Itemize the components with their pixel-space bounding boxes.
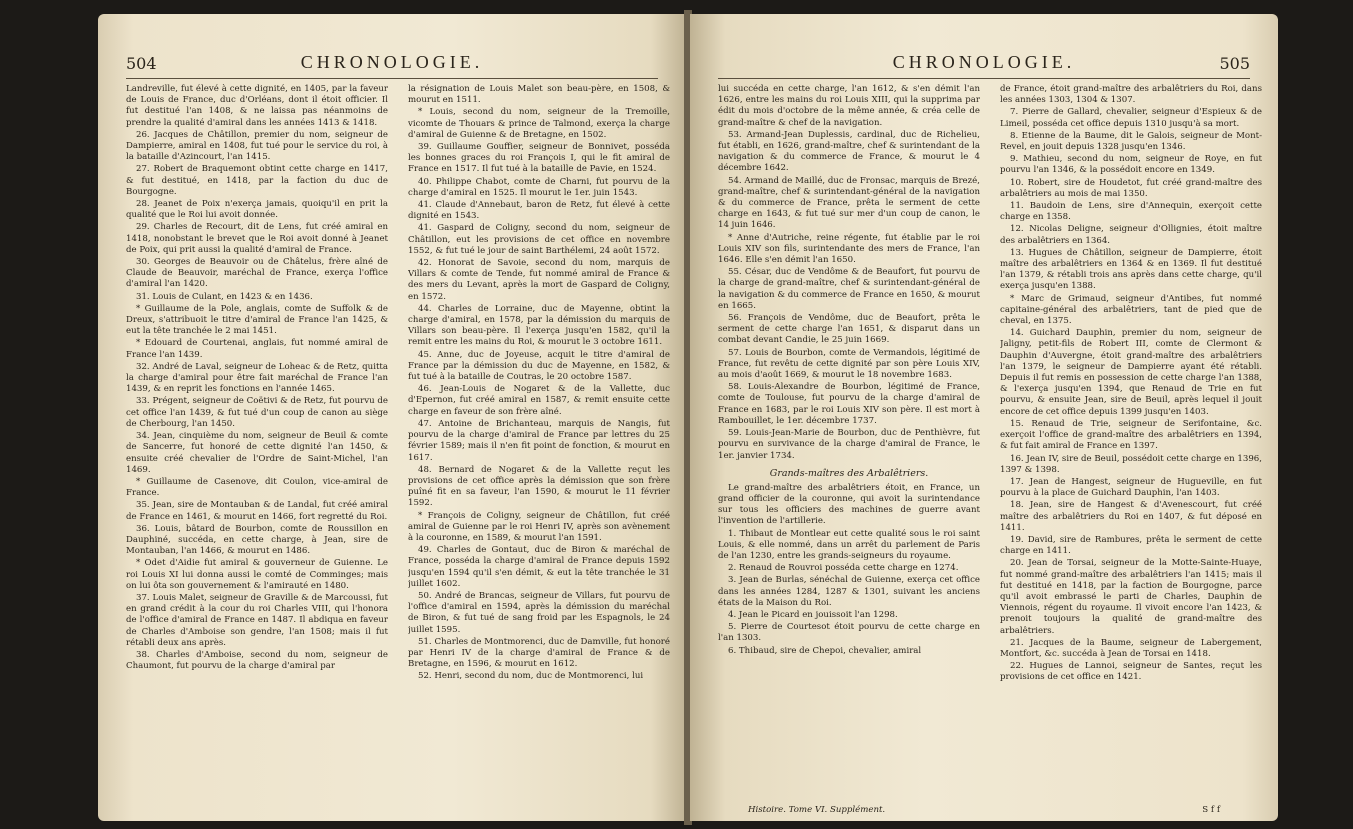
section-heading: Grands-maîtres des Arbalêtriers. [769, 467, 929, 479]
entry-paragraph: 51. Charles de Montmorenci, duc de Damville, fut honoré par Henri IV de la charge d'amiral de France & de Bretagne, en 1596, & mourut en 1612. [408, 636, 670, 670]
left-page-header [126, 52, 658, 79]
right-page-columns [718, 84, 1262, 803]
entry-paragraph: * François de Coligny, seigneur de Châtillon, fut créé amiral de Guienne par le roi Henri IV, après son avènement à la couronne, en 1589, & mourut l'an 1591. [408, 510, 670, 543]
entry-paragraph: 29. Charles de Recourt, dit de Lens, fut créé amiral en 1418, nonobstant le brevet que le Roi avoit donné à Jeanet de Poix, qui prit aussi la qualité d'amiral de France. [126, 222, 388, 255]
entry-paragraph: 47. Antoine de Brichanteau, marquis de Nangis, fut pourvu de la charge d'amiral de France par lettres du 25 février 1589; mais il n'en fit point de fonction, & mourut en 1617. [408, 418, 670, 463]
entry-paragraph: 52. Henri, second du nom, duc de Montmorenci, lui [418, 671, 644, 682]
entry-paragraph: 59. Louis-Jean-Marie de Bourbon, duc de Penthièvre, fut pourvu en survivance de la charge d'amiral de France, le 1er. janvier 1734. [718, 428, 980, 461]
entry-paragraph: 2. Renaud de Rouvroi posséda cette charge en 1274. [728, 563, 959, 574]
entry-paragraph: 6. Thibaud, sire de Chepoi, chevalier, amiral [728, 645, 922, 656]
right-page-header [718, 52, 1250, 79]
entry-paragraph: 50. André de Brancas, seigneur de Villars, fut pourvu de l'office d'amiral en 1594, après la démission du maréchal de Biron, & fut tué de sang froid par les Espagnols, le 24 juillet 1595. [408, 590, 670, 635]
entry-paragraph: 22. Hugues de Lannoi, seigneur de Santes, reçut les provisions de cet office en 1421. [1000, 661, 1262, 683]
entry-paragraph: 35. Jean, sire de Montauban & de Landal, fut créé amiral de France en 1461, & mourut en 1466, fort regretté du Roi. [126, 500, 388, 522]
entry-paragraph: 40. Philippe Chabot, comte de Charni, fut pourvu de la charge d'amiral en 1525. Il mourut le 1er. juin 1543. [408, 176, 670, 198]
running-head: CHRONOLOGIE. [300, 52, 484, 72]
entry-paragraph: 38. Charles d'Amboise, second du nom, seigneur de Chaumont, fut pourvu de la charge d'amiral par [126, 649, 388, 672]
running-head: CHRONOLOGIE. [892, 52, 1076, 72]
signature-mark: S f f [1202, 805, 1220, 815]
entry-paragraph: 56. François de Vendôme, duc de Beaufort, prêta le serment de cette charge l'an 1651, & disparut dans un combat devant Candie, le 25 juin 1669. [718, 313, 980, 346]
entry-paragraph: * Guillaume de Casenove, dit Coulon, vice-amiral de France. [126, 476, 388, 499]
entry-paragraph: 27. Robert de Braquemont obtint cette charge en 1417, & fut destitué, en 1418, par la faction du duc de Bourgogne. [126, 164, 388, 197]
entry-paragraph: 41. Gaspard de Coligny, second du nom, seigneur de Châtillon, eut les provisions de cet office en novembre 1552, & fut tué le jour de saint Barthélemi, 24 août 1572. [408, 223, 670, 256]
entry-paragraph: 31. Louis de Culant, en 1423 & en 1436. [136, 291, 313, 302]
entry-paragraph: 16. Jean IV, sire de Beuil, possédoit cette charge en 1396, 1397 & 1398. [1000, 453, 1262, 475]
entry-paragraph: lui succéda en cette charge, l'an 1612, & s'en démit l'an 1626, entre les mains du roi Louis XIII, qui la supprima par édit du mois d'octobre de la même année, & créa celle de grand-maître & chef de la navigation. [718, 84, 980, 128]
entry-paragraph: 4. Jean le Picard en jouissoit l'an 1298. [728, 609, 898, 620]
entry-paragraph: 32. André de Laval, seigneur de Loheac & de Retz, quitta la charge d'amiral pour être fait maréchal de France l'an 1439, & en reprit les fonctions en l'année 1465. [126, 361, 388, 395]
entry-paragraph: 19. David, sire de Rambures, prêta le serment de cette charge en 1411. [1000, 534, 1262, 557]
entry-paragraph: Landreville, fut élevé à cette dignité, en 1405, par la faveur de Louis de France, duc d'Orléans, dont il étoit officier. Il fut destitué l'an 1408, & ne laissa pas néanmoins de prendre la qualité d'amiral dans les années 1413 & 1418. [126, 84, 388, 128]
column-2 [1000, 84, 1262, 803]
entry-paragraph: 33. Prégent, seigneur de Coëtivi & de Retz, fut pourvu de cet office l'an 1439, & fut tué d'un coup de canon au siège de Cherbourg, l'an 1450. [126, 396, 388, 429]
entry-paragraph: * Louis, second du nom, seigneur de la Tremoille, vicomte de Thouars & prince de Talmond, exerça la charge d'amiral de Guienne & de Bretagne, en 1502. [408, 107, 670, 140]
left-page-columns [126, 84, 670, 803]
entry-paragraph: 18. Jean, sire de Hangest & d'Avenescourt, fut créé maître des arbalêtriers du Roi en 1407, & fut déposé en 1411. [1000, 500, 1262, 533]
entry-paragraph: 5. Pierre de Courtesot étoit pourvu de cette charge en l'an 1303. [718, 622, 980, 644]
entry-paragraph: Le grand-maître des arbalêtriers étoit, en France, un grand officier de la couronne, qui avoit la surintendance sur tous les officiers des machines de guerre avant l'invention de l'artillerie. [718, 482, 980, 527]
entry-paragraph: 15. Renaud de Trie, seigneur de Serifontaine, &c. exerçoit l'office de grand-maître des arbalêtriers en 1394, & fut fait amiral de France en 1397. [1000, 418, 1262, 452]
entry-paragraph: * Odet d'Aidie fut amiral & gouverneur de Guienne. Le roi Louis XI lui donna aussi le comté de Comminges; mais on lui ôta son gouvernement & l'amirauté en 1480. [126, 558, 388, 591]
entry-paragraph: 30. Georges de Beauvoir ou de Châtelus, frère aîné de Claude de Beauvoir, maréchal de France, exerça l'office d'amiral l'an 1420. [126, 257, 388, 290]
entry-paragraph: 9. Mathieu, second du nom, seigneur de Roye, en fut pourvu l'an 1346, & la possédoit encore en 1349. [1000, 154, 1262, 176]
entry-paragraph: 49. Charles de Gontaut, duc de Biron & maréchal de France, posséda la charge d'amiral de France depuis 1592 jusqu'en 1594 qu'il s'en démit, & eut la tête tranchée le 31 juillet 1602. [408, 545, 670, 589]
entry-paragraph: 44. Charles de Lorraine, duc de Mayenne, obtint la charge d'amiral, en 1578, par la démission du marquis de Villars son beau-père. Il l'exerça jusqu'en 1582, qu'il la remit entre les mains du Roi, & mourut le 3 octobre 1611. [408, 303, 670, 348]
entry-paragraph: la résignation de Louis Malet son beau-père, en 1508, & mourut en 1511. [408, 84, 670, 106]
entry-paragraph: 10. Robert, sire de Houdetot, fut créé grand-maître des arbalêtriers au mois de mai 1350. [1000, 177, 1262, 199]
column-1 [126, 84, 388, 803]
entry-paragraph: 17. Jean de Hangest, seigneur de Hugueville, en fut pourvu à la place de Guichard Dauphin, l'an 1403. [1000, 476, 1262, 499]
entry-paragraph: 58. Louis-Alexandre de Bourbon, légitimé de France, comte de Toulouse, fut pourvu de la charge d'amiral de France en 1683, par le roi Louis XIV son père. Il est mort à Rambouillet, le 1er. décembre 1737. [718, 382, 980, 426]
footer-source: Histoire. Tome VI. Supplément. [748, 805, 886, 815]
entry-paragraph: 54. Armand de Maillé, duc de Fronsac, marquis de Brezé, grand-maître, chef & surintendant-général de la navigation & du commerce de France, prêta le serment de cette charge en 1643, & fut tué sur mer d'un coup de canon, le 14 juin 1646. [718, 175, 980, 231]
entry-paragraph: 8. Etienne de la Baume, dit le Galois, seigneur de Mont-Revel, en jouit depuis 1328 jusqu'en 1346. [1000, 130, 1262, 153]
entry-paragraph: * Anne d'Autriche, reine régente, fut établie par le roi Louis XIV son fils, surintendante des mers de France, l'an 1646. Elle s'en démit l'an 1650. [718, 232, 980, 266]
entry-paragraph: 57. Louis de Bourbon, comte de Vermandois, légitimé de France, fut revêtu de cette dignité par son père Louis XIV, au mois d'août 1669, & mourut le 18 novembre 1683. [718, 347, 980, 381]
entry-paragraph: 39. Guillaume Gouffier, seigneur de Bonnivet, posséda les bonnes graces du roi François I, qui le fit amiral de France en 1517. Il fut tué à la bataille de Pavie, en 1524. [408, 142, 670, 175]
entry-paragraph: 12. Nicolas Deligne, seigneur d'Ollignies, étoit maître des arbalêtriers en 1364. [1000, 224, 1262, 246]
entry-paragraph: 41. Claude d'Annebaut, baron de Retz, fut élevé à cette dignité en 1543. [408, 200, 670, 222]
entry-paragraph: 48. Bernard de Nogaret & de la Vallette reçut les provisions de cet office après la démission que son frère puîné fit en sa faveur, l'an 1590, & mourut le 11 février 1592. [408, 464, 670, 509]
entry-paragraph: 21. Jacques de la Baume, seigneur de Labergement, Montfort, &c. succéda à Jean de Torsai en 1418. [1000, 637, 1262, 659]
entry-paragraph: 34. Jean, cinquième du nom, seigneur de Beuil & comte de Sancerre, fut honoré de cette dignité l'an 1450, & ensuite créé chevalier de l'Ordre de Saint-Michel, l'an 1469. [126, 431, 388, 475]
entry-paragraph: 46. Jean-Louis de Nogaret & de la Vallette, duc d'Epernon, fut créé amiral en 1587, & remit ensuite cette charge en faveur de son frère aîné. [408, 384, 670, 417]
page-number: 504 [126, 54, 157, 73]
entry-paragraph: 42. Honorat de Savoie, second du nom, marquis de Villars & comte de Tende, fut nommé amiral de France & des mers du Levant, après la mort de Gaspard de Coligny, en 1572. [408, 258, 670, 302]
entry-paragraph: 28. Jeanet de Poix n'exerça jamais, quoiqu'il en prit la qualité que le Roi lui avoit donnée. [126, 199, 388, 221]
entry-paragraph: 1. Thibaut de Montlear eut cette qualité sous le roi saint Louis, & elle nommé, dans un arrêt du parlement de Paris de l'an 1230, entre les grands-seigneurs du royaume. [718, 528, 980, 561]
entry-paragraph: * Guillaume de la Pole, anglais, comte de Suffolk & de Dreux, s'attribuoit le titre d'amiral de France l'an 1425, & eut la tête tranchée le 2 mai 1451. [126, 303, 388, 337]
column-1 [718, 84, 980, 803]
entry-paragraph: 53. Armand-Jean Duplessis, cardinal, duc de Richelieu, fut établi, en 1626, grand-maître, chef & surintendant de la navigation & du commerce de France, & mourut le 4 décembre 1642. [718, 129, 980, 174]
page-footer [718, 805, 1250, 817]
entry-paragraph: 13. Hugues de Châtillon, seigneur de Dampierre, étoit maître des arbalêtriers en 1364 & en 1369. Il fut destitué l'an 1379, & rétabli trois ans après dans cette charge, qu'il exerça jusqu'en 1388. [1000, 247, 1262, 292]
entry-paragraph: * Marc de Grimaud, seigneur d'Antibes, fut nommé capitaine-général des arbalêtriers, tant de pied que de cheval, en 1375. [1000, 293, 1262, 327]
entry-paragraph: 20. Jean de Torsai, seigneur de la Motte-Sainte-Huaye, fut nommé grand-maître des arbalêtriers l'an 1415; mais il fut destitué en 1418, par la faction de Bourgogne, parce qu'il avoit embrassé le parti de Charles, Dauphin de Viennois, régent du royaume. Il vivoit encore l'an 1423, & prenoit toujours la qualité de grand-maître des arbalêtriers. [1000, 558, 1262, 636]
page-number: 505 [1219, 54, 1250, 73]
entry-paragraph: * Edouard de Courtenai, anglais, fut nommé amiral de France l'an 1439. [126, 338, 388, 360]
entry-paragraph: 55. César, duc de Vendôme & de Beaufort, fut pourvu de la charge de grand-maître, chef & surintendant-général de la navigation & du commerce de France en 1650, & mourut en 1665. [718, 267, 980, 311]
entry-paragraph: 26. Jacques de Châtillon, premier du nom, seigneur de Dampierre, amiral en 1408, fut tué pour le service du roi, à la bataille d'Azincourt, l'an 1415. [126, 129, 388, 163]
entry-paragraph: 11. Baudoin de Lens, sire d'Annequin, exerçoit cette charge en 1358. [1000, 201, 1262, 223]
entry-paragraph: 3. Jean de Burlas, sénéchal de Guienne, exerça cet office dans les années 1284, 1287 & 1301, suivant les anciens états de la Maison du Roi. [718, 575, 980, 608]
entry-paragraph: 45. Anne, duc de Joyeuse, acquit le titre d'amiral de France par la démission du duc de Mayenne, en 1582, & fut tué à la bataille de Coutras, le 20 octobre 1587. [408, 349, 670, 383]
entry-paragraph: de France, étoit grand-maître des arbalêtriers du Roi, dans les années 1303, 1304 & 1307. [1000, 84, 1262, 106]
entry-paragraph: 37. Louis Malet, seigneur de Graville & de Marcoussi, fut en grand crédit à la cour du roi Charles VIII, qui l'honora de l'office d'amiral de France en 1487. Il abdiqua en faveur de Charles d'Amboise son gendre, l'an 1508; mais il fut rétabli deux ans après. [126, 592, 388, 648]
column-2 [408, 84, 670, 803]
right-page [690, 14, 1278, 821]
left-page [98, 14, 686, 821]
entry-paragraph: 7. Pierre de Gallard, chevalier, seigneur d'Espieux & de Limeil, posséda cet office depuis 1310 jusqu'à sa mort. [1000, 107, 1262, 129]
entry-paragraph: 36. Louis, bâtard de Bourbon, comte de Roussillon en Dauphiné, succéda, en cette charge, à Jean, sire de Montauban, l'an 1466, & mourut en 1486. [126, 523, 388, 557]
entry-paragraph: 14. Guichard Dauphin, premier du nom, seigneur de Jaligny, petit-fils de Robert III, comte de Clermont & Dauphin d'Auvergne, étoit grand-maître des arbalêtriers l'an 1379, le seigneur de Dampierre ayant été rétabli. Depuis il fut remis en possession de cette charge l'an 1388, & l'exerça jusqu'en 1394, que Renaud de Trie en fut pourvu, & ensuite Jean, sire de Beuil, après lequel il jouit encore de cet office depuis 1399 jusqu'en 1403. [1000, 328, 1262, 417]
